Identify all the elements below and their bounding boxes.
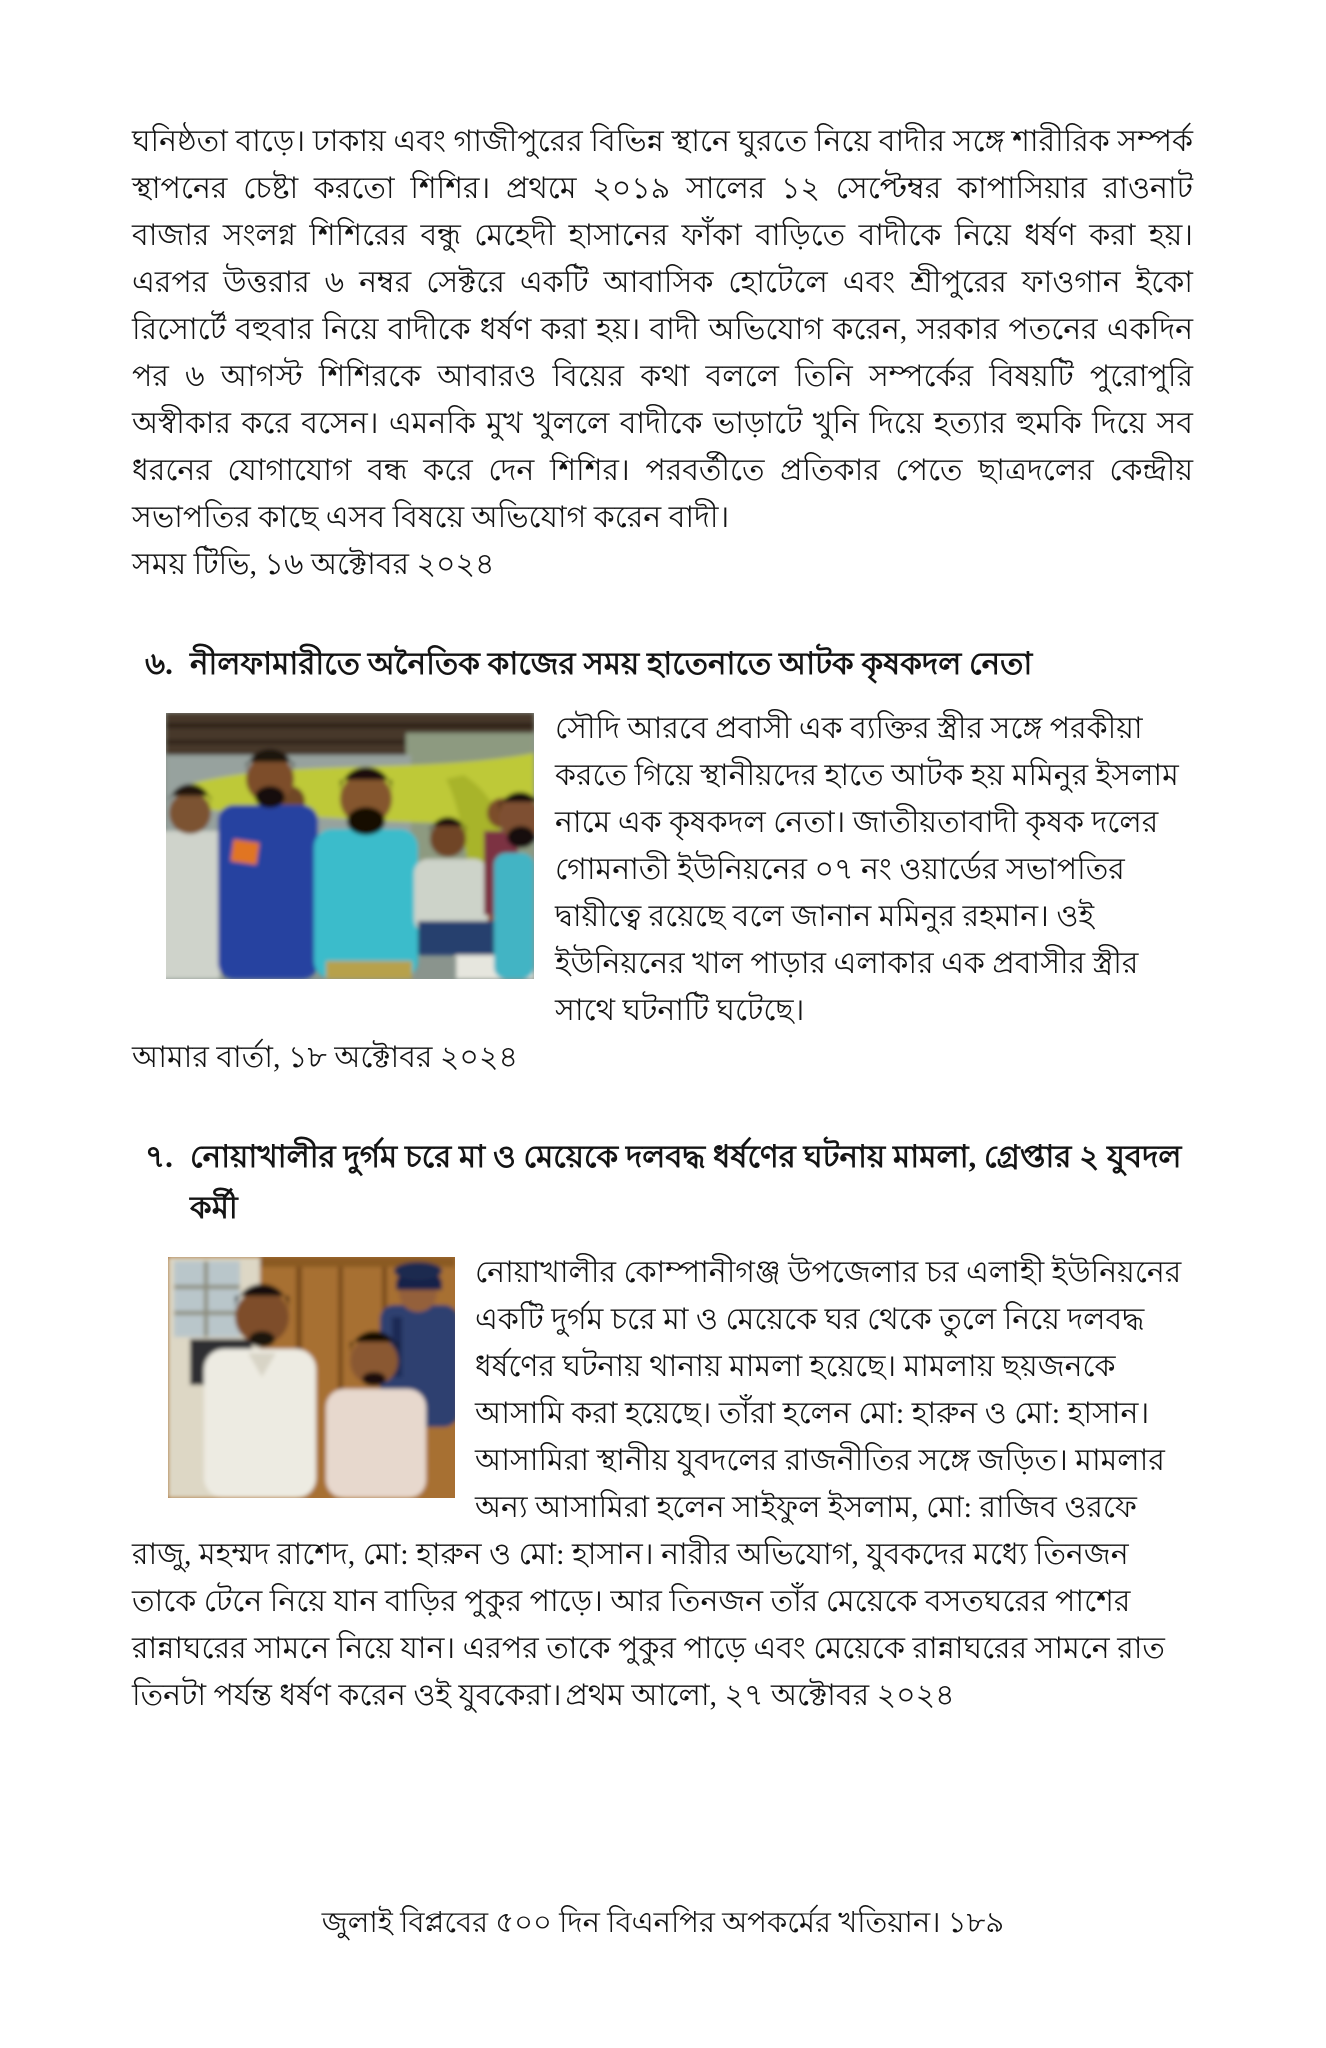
section7-body: নোয়াখালীর কোম্পানীগঞ্জ উপজেলার চর এলাহী ইউনিয়নের একটি দুর্গম চরে মা ও মেয়েকে ঘর থেকে তুলে নিয়ে দলবদ্ধ ধর্ষণের ঘটনায় থানায় মামলা হয়েছে। মামলায় ছয়জনকে আসামি করা হয়েছে। তাঁরা হলেন মো: হারুন ও মো: হাসান। আসামিরা স্থানীয় যুবদলের রাজনীতির সঙ্গে জড়িত। মামলার অন্য আসামিরা হলেন সাইফুল ইসলাম, মো: রাজিব ওরফে রাজু, মহম্মদ রাশেদ, মো: হারুন ও মো: হাসান। নারীর অভিযোগ, যুবকদের মধ্যে তিনজন তাকে টেনে নিয়ে যান বাড়ির পুকুর পাড়ে। আর তিনজন তাঁর মেয়েকে বসতঘরের পাশের রান্নাঘরের সামনে নিয়ে যান। এরপর তাকে পুকুর পাড়ে এবং মেয়েকে রান্নাঘরের সামনে রাত তিনটা পর্যন্ত ধর্ষণ করেন ওই যুবকেরা।	[132, 1256, 1182, 1712]
section7-body-block	[132, 1249, 1193, 1719]
section6-news-photo	[166, 713, 534, 979]
arrest-scene-photo-illustration	[168, 1257, 455, 1498]
section7-title: নোয়াখালীর দুর্গম চরে মা ও মেয়েকে দলবদ্ধ ধর্ষণের ঘটনায় মামলা, গ্রেপ্তার ২ যুবদল কর্মী	[190, 1139, 1182, 1225]
section6-heading	[145, 638, 1193, 689]
section6-title: নীলফামারীতে অনৈতিক কাজের সময় হাতেনাতে আটক কৃষকদল নেতা	[190, 646, 1033, 681]
section7-news-photo	[168, 1257, 455, 1498]
section6-body: সৌদি আরবে প্রবাসী এক ব্যক্তির স্ত্রীর সঙ্গে পরকীয়া করতে গিয়ে স্থানীয়দের হাতে আটক হয় মমিনুর ইসলাম নামে এক কৃষকদল নেতা। জাতীয়তাবাদী কৃষক দলের গোমনাতী ইউনিয়নের ০৭ নং ওয়ার্ডের সভাপতির দ্বায়ীত্বে রয়েছে বলে জানান মমিনুর রহমান। ওই ইউনিয়নের খাল পাড়ার এলাকার এক প্রবাসীর স্ত্রীর সাথে ঘটনাটি ঘটেছে।	[555, 712, 1179, 1027]
intro-paragraph: ঘনিষ্ঠতা বাড়ে। ঢাকায় এবং গাজীপুরের বিভিন্ন স্থানে ঘুরতে নিয়ে বাদীর সঙ্গে শারীরিক সম্পর্ক স্থাপনের চেষ্টা করতো শিশির। প্রথমে ২০১৯ সালের ১২ সেপ্টেম্বর কাপাসিয়ার রাওনাট বাজার সংলগ্ন শিশিরের বন্ধু মেহেদী হাসানের ফাঁকা বাড়িতে বাদীকে নিয়ে ধর্ষণ করা হয়। এরপর উত্তরার ৬ নম্বর সেক্টরে একটি আবাসিক হোটেলে এবং শ্রীপুরের ফাওগান ইকো রিসোর্টে বহুবার নিয়ে বাদীকে ধর্ষণ করা হয়। বাদী অভিযোগ করেন, সরকার পতনের একদিন পর ৬ আগস্ট শিশিরকে আবারও বিয়ের কথা বললে তিনি সম্পর্কের বিষয়টি পুরোপুরি অস্বীকার করে বসেন। এমনকি মুখ খুললে বাদীকে ভাড়াটে খুনি দিয়ে হত্যার হুমকি দিয়ে সব ধরনের যোগাযোগ বন্ধ করে দেন শিশির। পরবর্তীতে প্রতিকার পেতে ছাত্রদলের কেন্দ্রীয় সভাপতির কাছে এসব বিষয়ে অভিযোগ করেন বাদী।	[132, 125, 1193, 534]
footer-text: জুলাই বিপ্লবের ৫০০ দিন বিএনপির অপকর্মের খতিয়ান। ১৮৯	[321, 1907, 1005, 1939]
section6-body-block	[132, 705, 1193, 1034]
page-footer	[0, 1903, 1326, 1943]
section6-number: ৬.	[145, 646, 173, 681]
intro-source-line: সময় টিভি, ১৬ অক্টোবর ২০২৪	[132, 548, 495, 581]
room-scene-photo-illustration	[166, 713, 534, 979]
section7-heading	[145, 1131, 1193, 1233]
section7-number: ৭.	[145, 1139, 173, 1174]
page-content	[132, 118, 1193, 1719]
section7-source-inline: প্রথম আলো, ২৭ অক্টোবর ২০২৪	[565, 1679, 955, 1712]
section6-source-line: আমার বার্তা, ১৮ অক্টোবর ২০২৪	[132, 1041, 518, 1074]
